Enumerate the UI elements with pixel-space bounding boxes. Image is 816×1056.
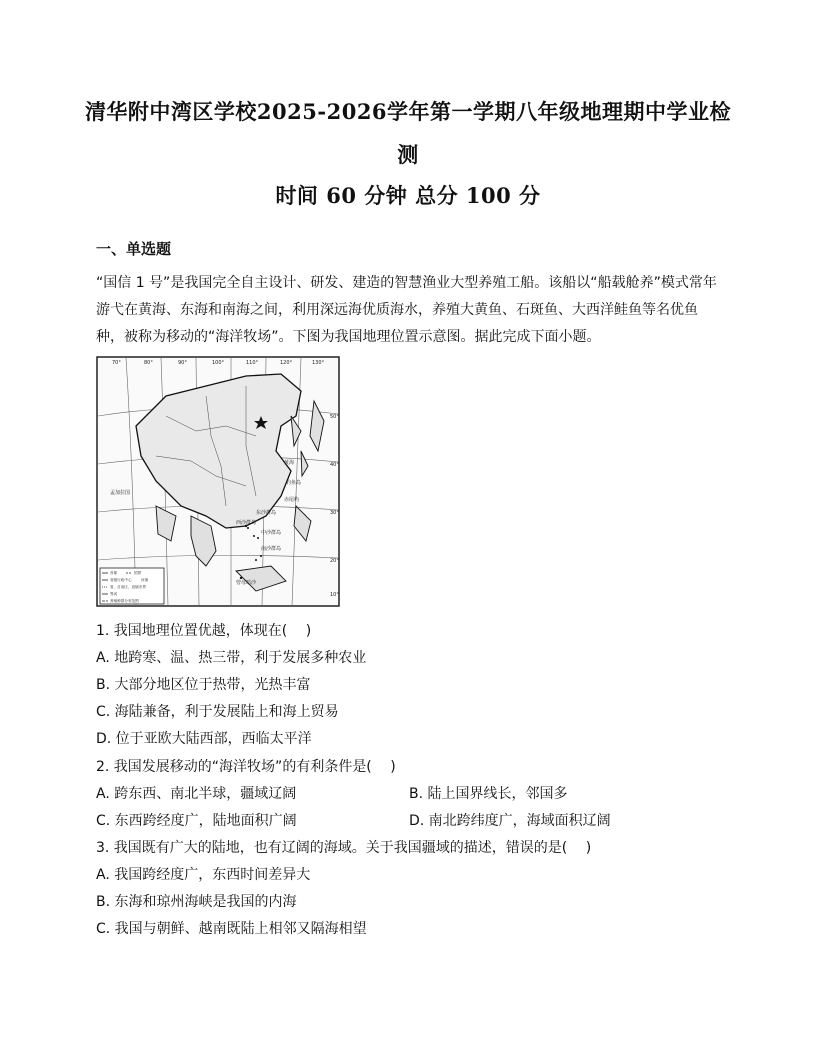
map-island-label: 中沙群岛 bbox=[261, 530, 282, 536]
map-legend-item: 省、自治区、直辖市界 bbox=[110, 585, 146, 589]
map-lat-label: 50° bbox=[330, 414, 339, 420]
map-lon-label: 90° bbox=[178, 360, 187, 366]
question-2-stem: 2. 我国发展移动的“海洋牧场”的有利条件是( ) bbox=[96, 759, 396, 775]
map-island-label: 曾母暗沙 bbox=[236, 580, 257, 586]
map-lon-label: 70° bbox=[112, 360, 121, 366]
document-title-line2: 测 bbox=[397, 142, 419, 167]
map-lon-label: 80° bbox=[144, 360, 153, 366]
document-title-line1: 清华附中湾区学校2025-2026学年第一学期八年级地理期中学业检 bbox=[84, 99, 732, 124]
question-2-option-c: C. 东西跨经度广，陆地面积广阔 bbox=[96, 813, 297, 829]
map-legend-item: 养殖种群分布范围 bbox=[110, 599, 139, 603]
question-1-option-d: D. 位于亚欧大陆西部，西临太平洋 bbox=[96, 731, 312, 747]
question-3-option-b: B. 东海和琼州海峡是我国的内海 bbox=[96, 894, 297, 910]
map-lat-label: 10° bbox=[330, 592, 339, 598]
map-country-label: 孟加拉国 bbox=[110, 490, 131, 496]
question-2-option-b: B. 陆上国界线长，邻国多 bbox=[409, 786, 568, 802]
map-island-label: 西沙群岛 bbox=[236, 520, 257, 526]
map-legend-item: 国界 bbox=[134, 571, 142, 575]
map-island-label: 赤尾屿 bbox=[284, 497, 300, 503]
map-lat-label: 30° bbox=[330, 510, 339, 516]
passage-line-2: 游弋在黄海、东海和南海之间，利用深远海优质海水，养殖大黄鱼、石斑鱼、大西洋鲑鱼等名优鱼 bbox=[96, 302, 698, 318]
question-3-option-c: C. 我国与朝鲜、越南既陆上相邻又隔海相望 bbox=[96, 921, 367, 937]
question-1-option-a: A. 地跨寒、温、热三带，利于发展多种农业 bbox=[96, 650, 367, 666]
map-lat-label: 40° bbox=[330, 462, 339, 468]
document-subtitle: 时间 60 分钟 总分 100 分 bbox=[275, 183, 541, 208]
question-2-option-a: A. 跨东西、南北半球，疆域辽阔 bbox=[96, 786, 297, 802]
map-lon-label: 100° bbox=[212, 360, 225, 366]
map-legend-item: 省级行政中心 bbox=[110, 578, 132, 582]
section-heading: 一、单选题 bbox=[96, 240, 172, 258]
passage-line-1: “国信 1 号”是我国完全自主设计、研发、建造的智慧渔业大型养殖工船。该船以“船载舱养”模式常年 bbox=[96, 275, 717, 291]
map-legend-item: 界河 bbox=[110, 592, 118, 596]
map-lat-label: 20° bbox=[330, 558, 339, 564]
question-2-option-d: D. 南北跨纬度广，海域面积辽阔 bbox=[409, 813, 611, 829]
map-island-label: 南沙群岛 bbox=[261, 546, 282, 552]
china-location-map bbox=[96, 356, 340, 607]
map-lon-label: 110° bbox=[246, 360, 259, 366]
question-1-option-b: B. 大部分地区位于热带，光热丰富 bbox=[96, 677, 311, 693]
map-island-label: 钓鱼岛 bbox=[286, 480, 302, 486]
question-1-stem: 1. 我国地理位置优越，体现在( ) bbox=[96, 623, 312, 639]
question-3-option-a: A. 我国跨经度广，东西时间差异大 bbox=[96, 867, 311, 883]
map-island-label: 东沙群岛 bbox=[256, 510, 277, 516]
map-lon-label: 130° bbox=[312, 360, 325, 366]
passage-line-3: 种，被称为移动的“海洋牧场”。下图为我国地理位置示意图。据此完成下面小题。 bbox=[96, 329, 601, 345]
question-1-option-c: C. 海陆兼备，利于发展陆上和海上贸易 bbox=[96, 704, 339, 720]
question-3-stem: 3. 我国既有广大的陆地，也有辽阔的海域。关于我国疆域的描述，错误的是( ) bbox=[96, 840, 592, 856]
map-lon-label: 120° bbox=[280, 360, 293, 366]
map-legend-item: 首都 bbox=[110, 571, 118, 575]
map-island-label: 黄海 bbox=[284, 460, 295, 466]
map-legend-item: 河流 bbox=[141, 578, 149, 582]
